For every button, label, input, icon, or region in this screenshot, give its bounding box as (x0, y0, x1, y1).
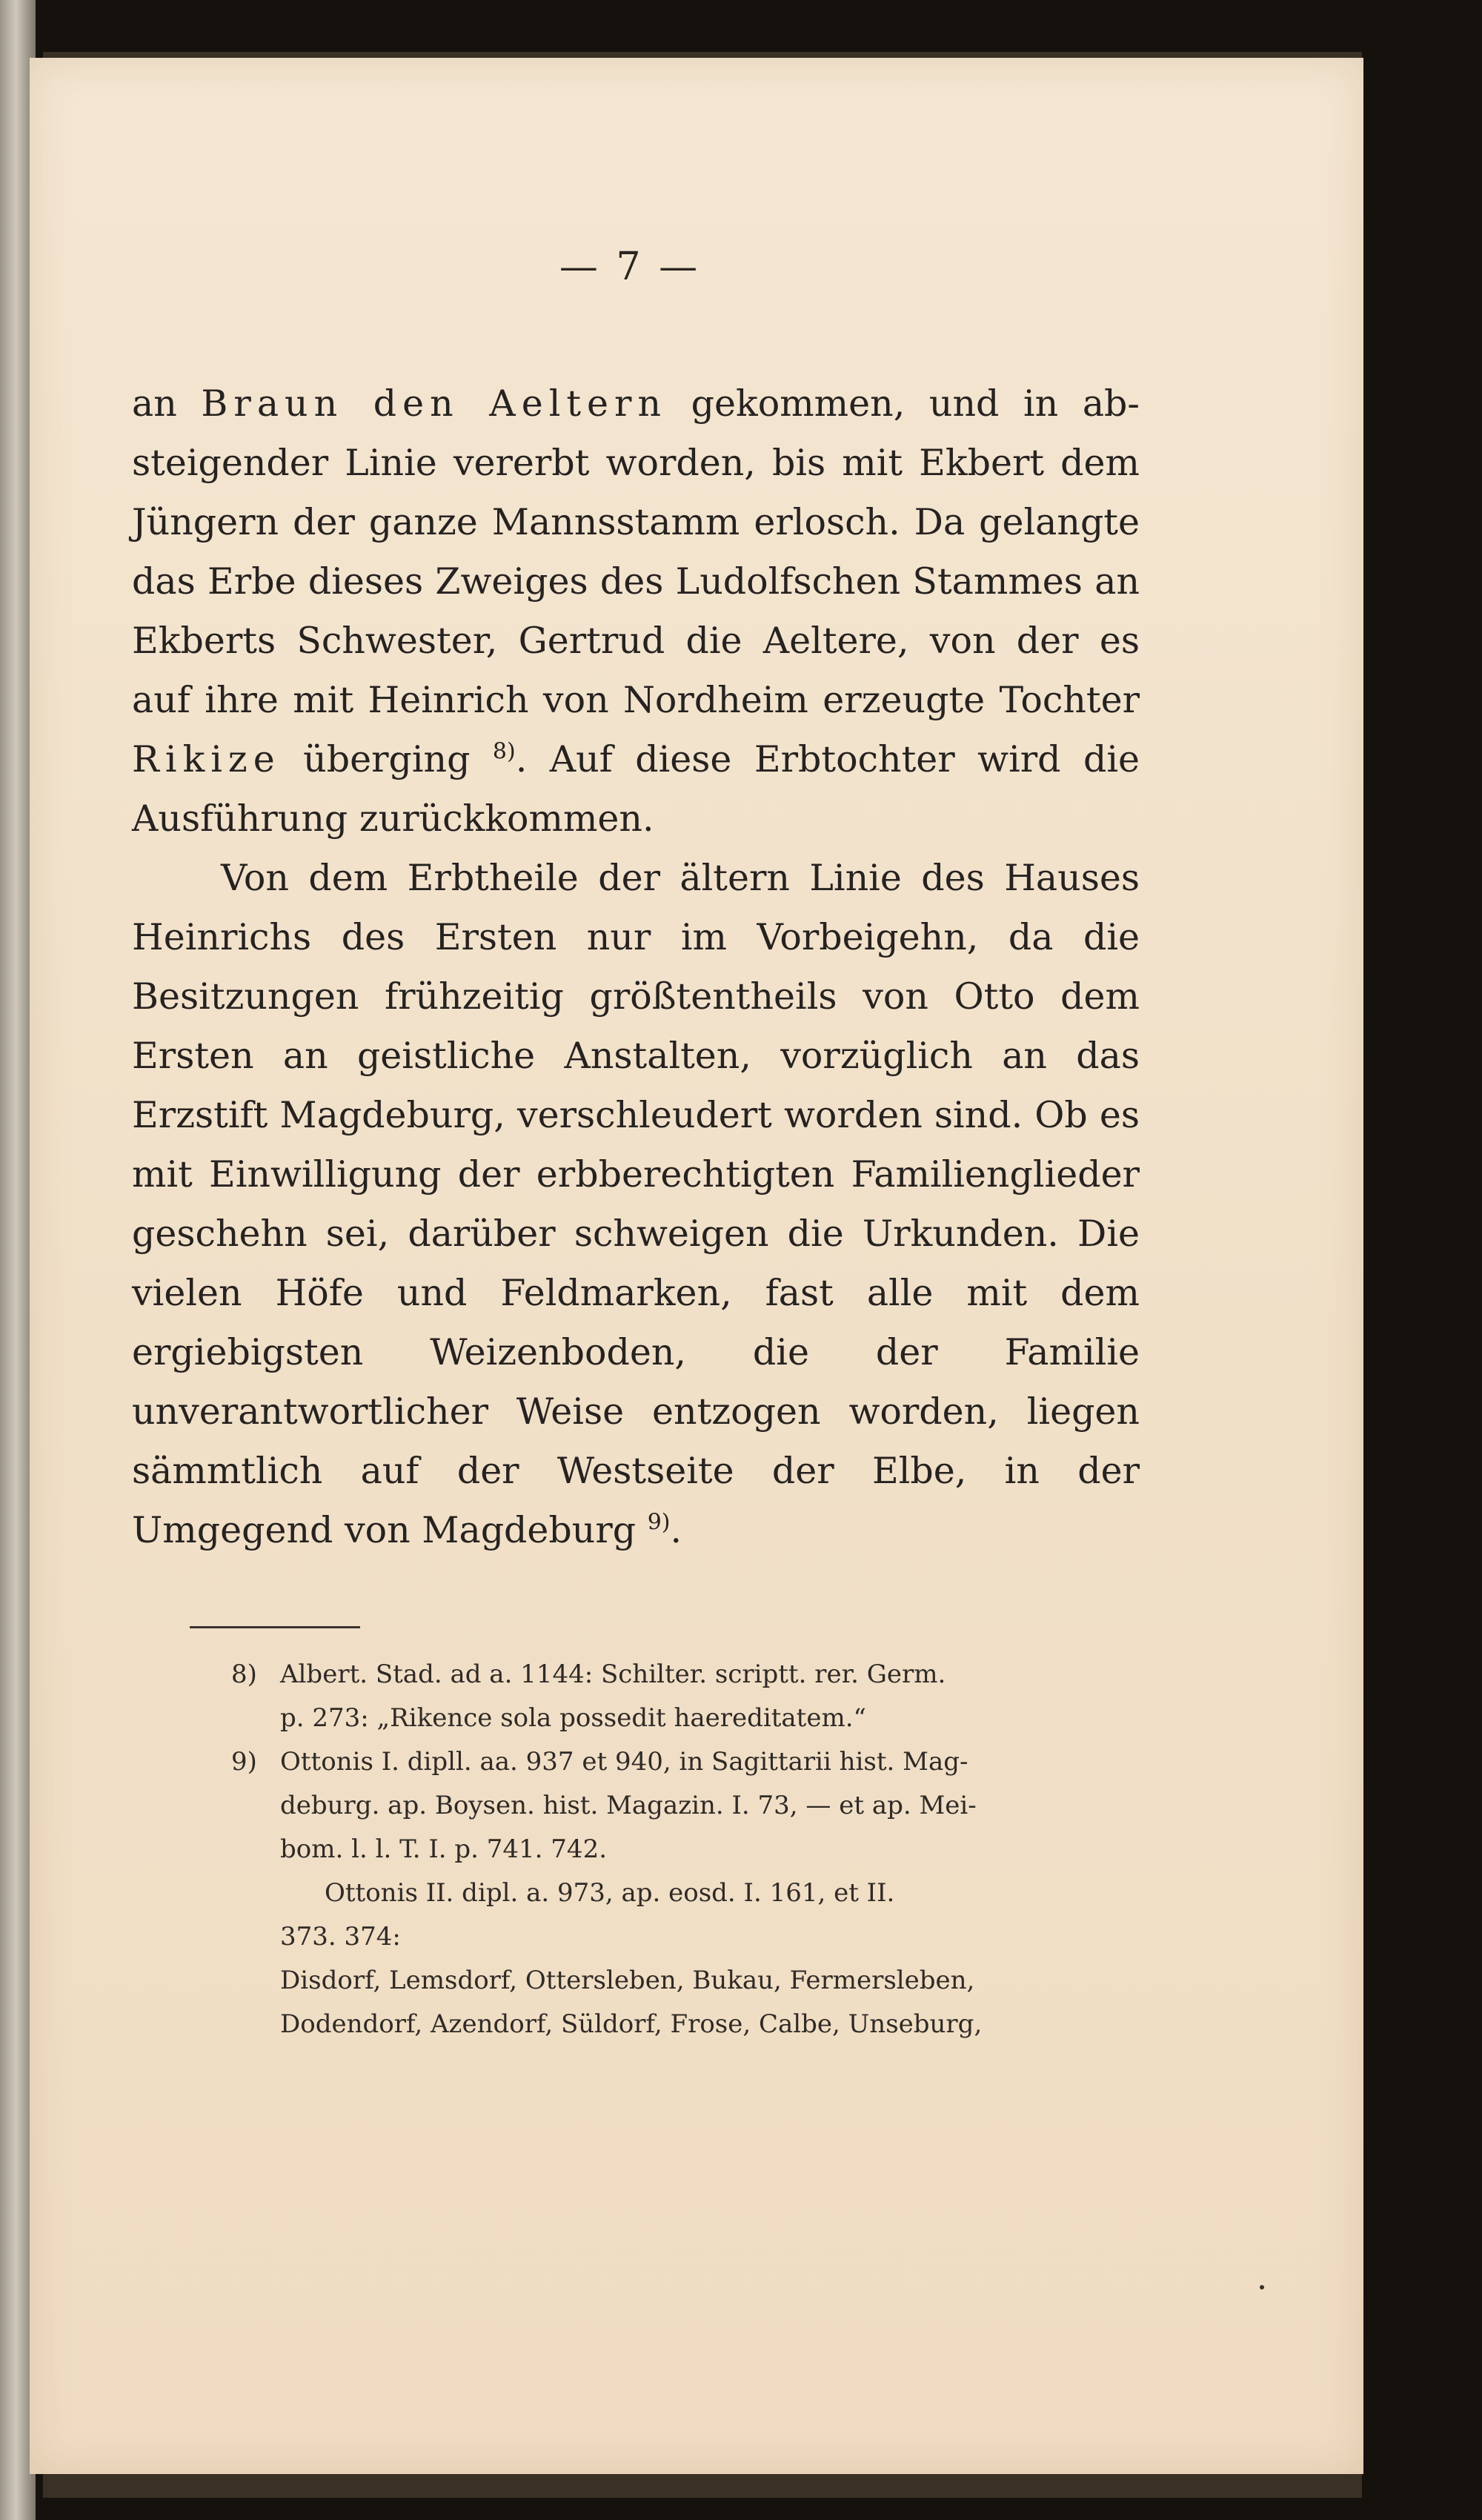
footnote-line: Dodendorf, Azendorf, Süldorf, Frose, Calbe, Unseburg, (280, 2009, 983, 2039)
footnote-line: Albert. Stad. ad a. 1144: Schilter. scriptt. rer. Germ. (280, 1659, 946, 1689)
footnote-8 (231, 1653, 1141, 1740)
footnote-9 (231, 1740, 1141, 1871)
body-text (132, 374, 1140, 1560)
spaced-name-rikize: Rikize (132, 738, 281, 780)
paragraph-1-text-b: gekommen, und in ab-steigender Linie vererbt worden, bis mit Ekbert dem Jüngern der ganze Mannsstamm erlosch. Da gelangte das Erbe dieses Zweiges des Ludolfschen Stammes an Ekberts Schwester, Gertrud die Aeltere, von der es auf ihre mit Heinrich von Nordheim erzeugte Tochter (132, 382, 1140, 721)
footnotes (231, 1653, 1141, 2046)
paragraph-2-text: Von dem Erbtheile der ältern Linie des Hauses Heinrichs des Ersten nur im Vorbeigehn, da die Besitzungen frühzeitig größtentheils von Otto dem Ersten an geistliche Anstalten, vorzüglich an das Erzstift Magdeburg, verschleudert worden sind. Ob es mit Einwilligung der erbberechtigten Familienglieder geschehn sei, darüber schweigen die Urkunden. Die vielen Höfe und Feldmarken, fast alle mit dem ergiebigsten Weizenboden, die der Familie unverantwortlicher Weise entzogen worden, liegen sämmtlich auf der Westseite der Elbe, in der Umgegend von Magdeburg (132, 857, 1140, 1551)
footnote-ref-9: 9) (647, 1509, 671, 1536)
footnote-line: deburg. ap. Boysen. hist. Magazin. I. 73, — et ap. Mei- (280, 1791, 977, 1820)
footnote-line: 373. 374: (280, 1922, 401, 1952)
paragraph-2 (132, 849, 1140, 1560)
footnote-separator (190, 1626, 360, 1628)
spaced-names: Braun den Aeltern (201, 382, 668, 425)
page-speck (1260, 2285, 1264, 2289)
page-number: — 7 — (559, 245, 701, 289)
paragraph-1-text-c: überging (280, 738, 493, 780)
footnote-9-continuation (231, 1871, 1141, 2046)
footnote-line: Disdorf, Lemsdorf, Ottersleben, Bukau, Fermersleben, (280, 1966, 975, 1995)
footnote-ref-8: 8) (492, 738, 516, 765)
footnote-marker: 8) (231, 1659, 257, 1689)
paragraph-1-text-a: an (132, 382, 202, 425)
footnote-line: Ottonis I. dipll. aa. 937 et 940, in Sagittarii hist. Mag- (280, 1747, 968, 1777)
footnote-marker: 9) (231, 1747, 257, 1777)
paragraph-2-end: . (670, 1509, 682, 1551)
footnote-line: Ottonis II. dipl. a. 973, ap. eosd. I. 161, et II. (325, 1878, 895, 1908)
paragraph-1 (132, 374, 1140, 849)
footnote-line: p. 273: „Rikence sola possedit haereditatem.“ (280, 1703, 866, 1733)
paragraph-1-text-d: . Auf diese Erbtochter wird die Ausführung zurückkommen. (132, 738, 1140, 840)
footnote-line: bom. l. l. T. I. p. 741. 742. (280, 1834, 608, 1864)
